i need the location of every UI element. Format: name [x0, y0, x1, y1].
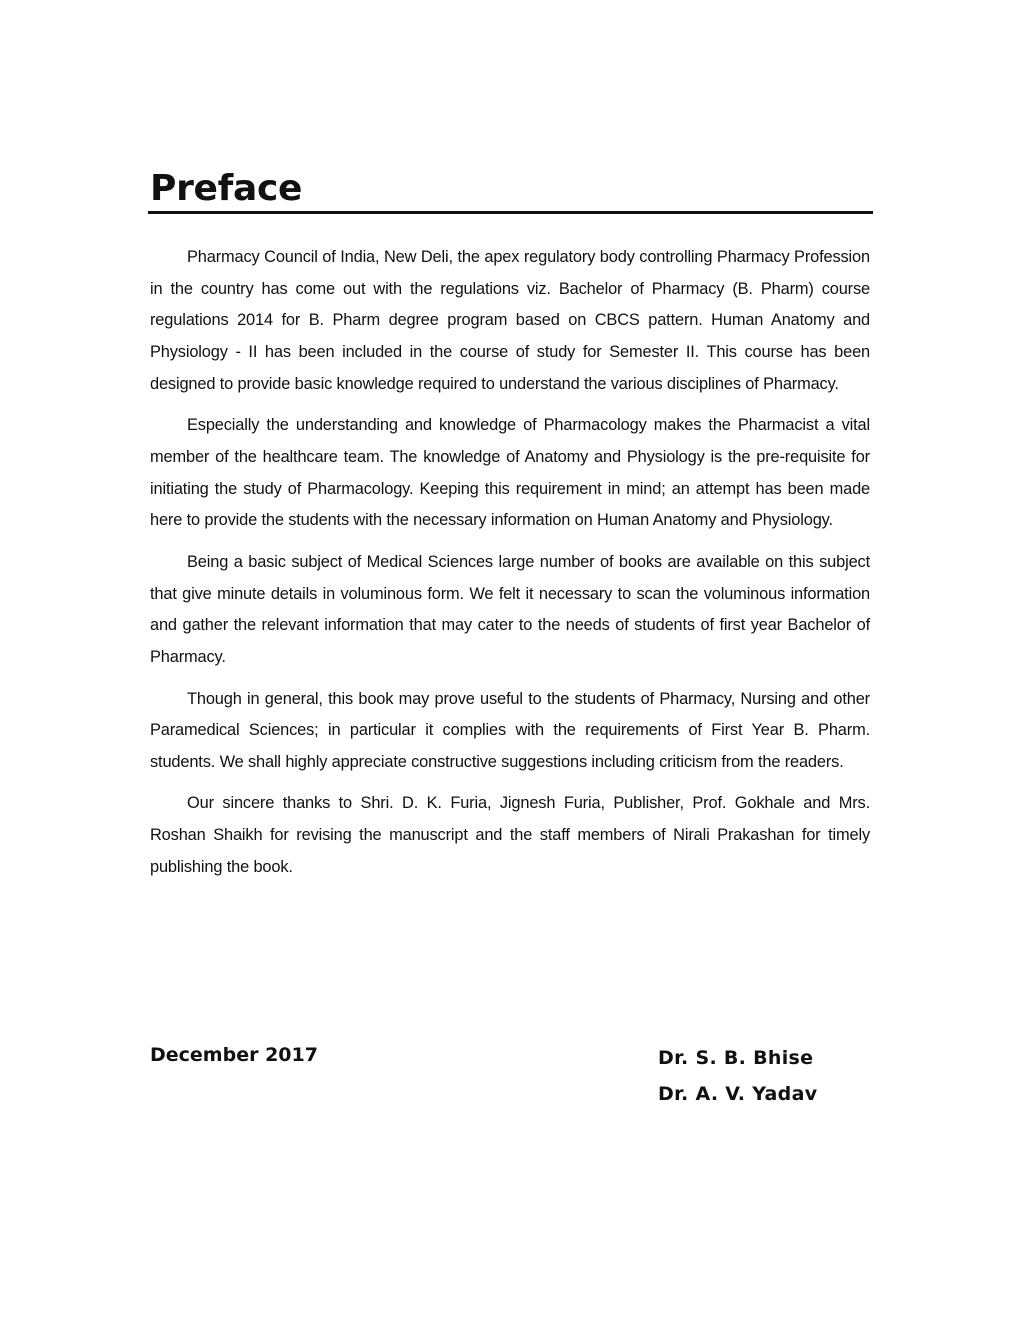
paragraph-5: Our sincere thanks to Shri. D. K. Furia, Jignesh Furia, Publisher, Prof. Gokhale and Mrs. Roshan Shaikh for revising the manuscript and the staff members of Nirali Prakashan for timely publishing the book.	[150, 794, 870, 876]
author-name: Dr. S. B. Bhise	[658, 1047, 814, 1069]
title-underline-divider	[148, 211, 873, 214]
page-title: Preface	[150, 168, 303, 209]
paragraph-4: Though in general, this book may prove useful to the students of Pharmacy, Nursing and other Paramedical Sciences; in particular it complies with the requirements of First Year B. Pharm. students. We shall highly appreciate constructive suggestions including criticism from the readers.	[150, 689, 870, 771]
paragraph-2: Especially the understanding and knowledge of Pharmacology makes the Pharmacist a vital member of the healthcare team. The knowledge of Anatomy and Physiology is the pre-requisite for initiating the study of Pharmacology. Keeping this requirement in mind; an attempt has been made here to provide the students with the necessary information on Human Anatomy and Physiology.	[150, 416, 870, 530]
author-name: Dr. A. V. Yadav	[658, 1082, 818, 1105]
paragraph-3: Being a basic subject of Medical Sciences large number of books are available on this subject that give minute details in voluminous form. We felt it necessary to scan the voluminous information and gather the relevant information that may cater to the needs of students of first year Bachelor of Pharmacy.	[150, 552, 870, 667]
preface-date: December 2017	[150, 1044, 318, 1066]
preface-body	[150, 242, 870, 893]
paragraph-1: Pharmacy Council of India, New Deli, the apex regulatory body controlling Pharmacy Profession in the country has come out with the regulations viz. Bachelor of Pharmacy (B. Pharm) course regulations 2014 for B. Pharm degree program based on CBCS pattern. Human Anatomy and Physiology - II has been included in the course of study for Semester II. This course has been designed to provide basic knowledge required to understand the various disciplines of Pharmacy.	[150, 248, 870, 393]
author-signatures	[658, 1041, 817, 1112]
